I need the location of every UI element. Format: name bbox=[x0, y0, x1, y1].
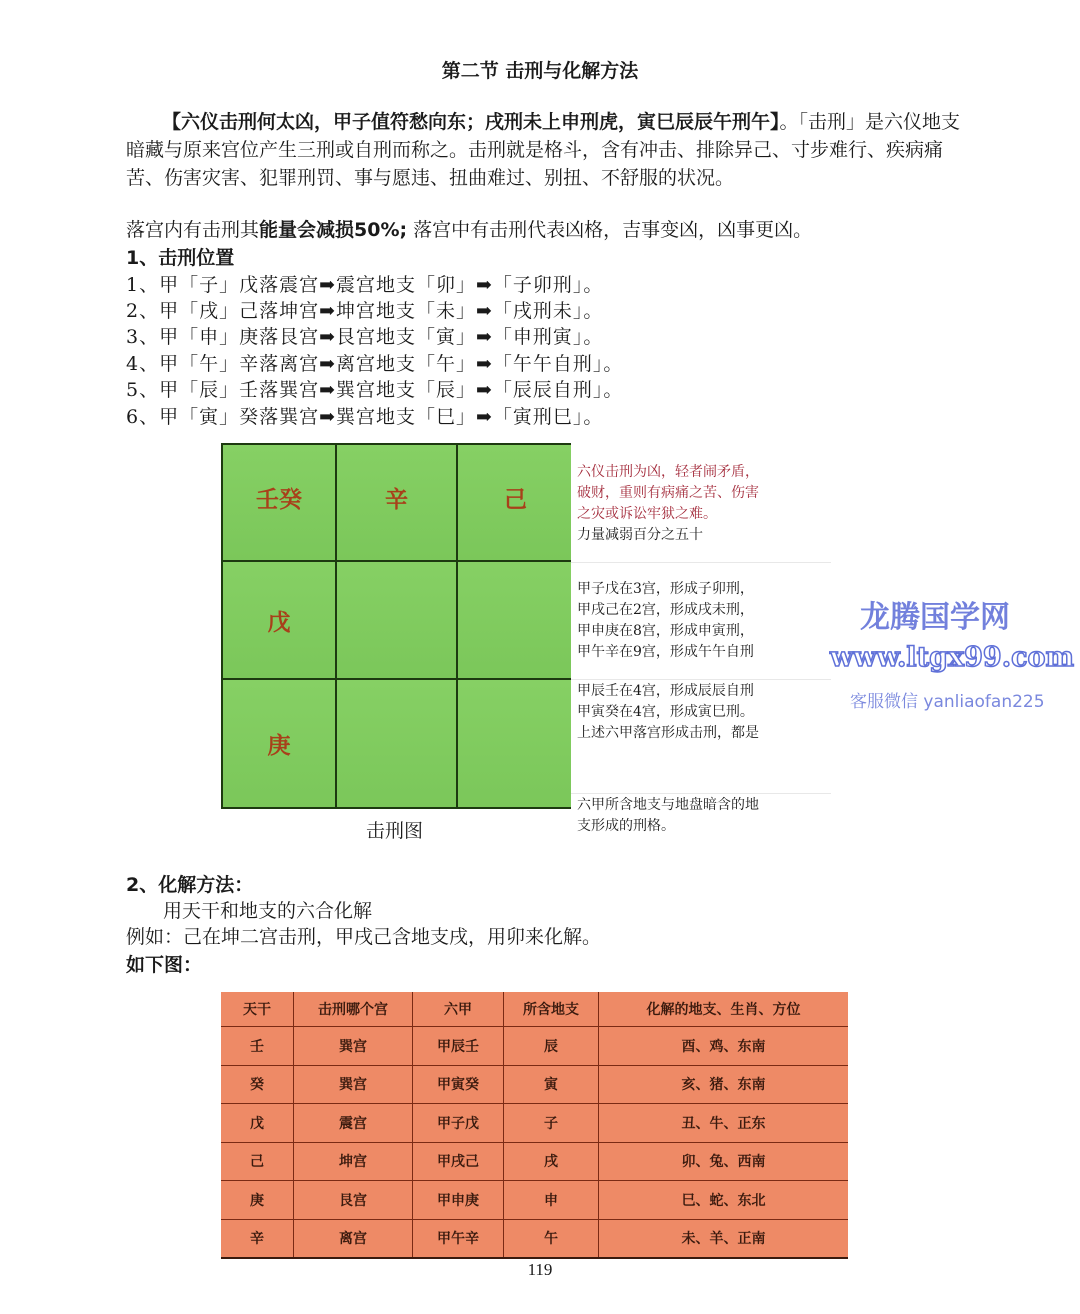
grid-caption: 击刑图 bbox=[366, 820, 424, 842]
table-cell: 壬 bbox=[221, 1027, 294, 1066]
list-item: 4、甲「午」辛落离宫➡离宫地支「午」➡「午午自刑」。 bbox=[126, 353, 624, 375]
table-cell: 甲午辛 bbox=[413, 1219, 504, 1258]
table-row bbox=[221, 1027, 848, 1066]
table-cell: 子 bbox=[504, 1104, 599, 1143]
list-item: 6、甲「寅」癸落巽宫➡巽宫地支「巳」➡「寅刑巳」。 bbox=[126, 406, 604, 428]
table-cell: 申 bbox=[504, 1181, 599, 1220]
grid-cell-li bbox=[337, 445, 458, 562]
energy-line bbox=[126, 215, 812, 242]
watermark-contact: 客服微信 yanliaofan225 bbox=[850, 692, 1045, 712]
cell-label: 己 bbox=[504, 486, 527, 513]
col-header: 击刑哪个宫 bbox=[294, 992, 413, 1027]
col-header: 六甲 bbox=[413, 992, 504, 1027]
section-title: 第二节 击刑与化解方法 bbox=[441, 60, 639, 82]
note-line: 力量减弱百分之五十 bbox=[577, 527, 703, 543]
col-header: 天干 bbox=[221, 992, 294, 1027]
intro-paragraph bbox=[126, 108, 961, 192]
table-cell: 戊 bbox=[221, 1104, 294, 1143]
note-line: 甲申庚在8宫，形成申寅刑， bbox=[577, 623, 754, 639]
table-row bbox=[221, 1142, 848, 1181]
table-row bbox=[221, 1219, 848, 1258]
note-divider bbox=[571, 679, 831, 680]
note-divider bbox=[571, 793, 831, 794]
section2-heading: 2、化解方法： bbox=[126, 874, 254, 896]
table-cell: 酉、鸡、东南 bbox=[599, 1027, 849, 1066]
note-line: 六甲所含地支与地盘暗含的地 bbox=[577, 797, 759, 813]
table-cell: 艮宫 bbox=[294, 1181, 413, 1220]
cell-label: 壬癸 bbox=[256, 486, 302, 513]
table-cell: 甲寅癸 bbox=[413, 1065, 504, 1104]
table-cell: 辛 bbox=[221, 1219, 294, 1258]
note-line: 甲寅癸在4宫，形成寅巳刑。 bbox=[577, 704, 754, 720]
resolution-table bbox=[221, 992, 848, 1259]
cell-label: 辛 bbox=[385, 486, 408, 513]
col-header: 化解的地支、生肖、方位 bbox=[599, 992, 849, 1027]
section2-line3: 如下图： bbox=[126, 954, 203, 976]
table-cell: 坤宫 bbox=[294, 1142, 413, 1181]
table-cell: 巽宫 bbox=[294, 1065, 413, 1104]
grid-cell-gen bbox=[223, 680, 337, 807]
grid-cell-center bbox=[337, 562, 458, 680]
section2-line2: 例如：己在坤二宫击刑，甲戌己含地支戌，用卯来化解。 bbox=[126, 926, 602, 948]
grid-cell-xun bbox=[223, 445, 337, 562]
table-cell: 震宫 bbox=[294, 1104, 413, 1143]
list-item: 2、甲「戌」己落坤宫➡坤宫地支「未」➡「戌刑未」。 bbox=[126, 300, 604, 322]
table-cell: 癸 bbox=[221, 1065, 294, 1104]
watermark-url: www.ltgx99.com bbox=[830, 642, 1075, 673]
note-line: 上述六甲落宫形成击刑，都是 bbox=[577, 725, 759, 741]
col-header: 所含地支 bbox=[504, 992, 599, 1027]
table-cell: 寅 bbox=[504, 1065, 599, 1104]
table-cell: 丑、牛、正东 bbox=[599, 1104, 849, 1143]
note-line: 甲戌己在2宫，形成戌未刑， bbox=[577, 602, 754, 618]
note-line: 甲辰壬在4宫，形成辰辰自刑 bbox=[577, 683, 754, 699]
grid-cell-zhen bbox=[223, 562, 337, 680]
table-cell: 亥、猪、东南 bbox=[599, 1065, 849, 1104]
watermark-name: 龙腾国学网 bbox=[860, 600, 1010, 635]
note-line: 之灾或诉讼牢狱之难。 bbox=[577, 506, 717, 522]
table-cell: 巳、蛇、东北 bbox=[599, 1181, 849, 1220]
table-cell: 未、羊、正南 bbox=[599, 1219, 849, 1258]
table-row bbox=[221, 1104, 848, 1143]
section1-heading: 1、击刑位置 bbox=[126, 247, 235, 269]
table-cell: 戌 bbox=[504, 1142, 599, 1181]
page-number: 119 bbox=[527, 1260, 553, 1279]
list-item: 5、甲「辰」壬落巽宫➡巽宫地支「辰」➡「辰辰自刑」。 bbox=[126, 379, 624, 401]
note-line: 甲子戊在3宫，形成子卯刑， bbox=[577, 581, 754, 597]
cell-label: 戊 bbox=[267, 608, 291, 636]
list-item: 1、甲「子」戊落震宫➡震宫地支「卯」➡「子卯刑」。 bbox=[126, 274, 604, 296]
note-line: 破财，重则有病痛之苦、伤害 bbox=[577, 485, 759, 501]
table-cell: 己 bbox=[221, 1142, 294, 1181]
section2-line1: 用天干和地支的六合化解 bbox=[163, 900, 373, 922]
note-line: 六仪击刑为凶，轻者闹矛盾， bbox=[577, 464, 759, 480]
grid-cell-dui bbox=[458, 562, 573, 680]
table-cell: 甲子戊 bbox=[413, 1104, 504, 1143]
note-line: 甲午辛在9宫，形成午午自刑 bbox=[577, 644, 754, 660]
grid-cell-kan bbox=[337, 680, 458, 807]
table-cell: 离宫 bbox=[294, 1219, 413, 1258]
list-item: 3、甲「申」庚落艮宫➡艮宫地支「寅」➡「申刑寅」。 bbox=[126, 326, 604, 348]
table-row bbox=[221, 1065, 848, 1104]
table-cell: 甲戌己 bbox=[413, 1142, 504, 1181]
intro-verse: 【六仪击刑何太凶，甲子值符愁向东；戌刑未上申刑虎，寅巳辰辰午刑午】 bbox=[162, 111, 780, 133]
table-cell: 甲辰壬 bbox=[413, 1027, 504, 1066]
intro-body: 。「击刑」是六仪地支暗藏与原来宫位产生三刑或自刑而称之。击刑就是格斗，含有冲击、排除异己、寸步难行、疾病痛苦、伤害灾害、犯罪刑罚、事与愿违、扭曲难过、别扭、不舒服的状况。 bbox=[126, 111, 961, 189]
diagram-notes bbox=[571, 443, 841, 841]
energy-prefix: 落宫内有击刑其 bbox=[126, 219, 260, 241]
table-cell: 巽宫 bbox=[294, 1027, 413, 1066]
table-cell: 卯、兔、西南 bbox=[599, 1142, 849, 1181]
energy-suffix: 落宫中有击刑代表凶格，吉事变凶，凶事更凶。 bbox=[407, 219, 813, 241]
grid-cell-kun bbox=[458, 445, 573, 562]
table-cell: 午 bbox=[504, 1219, 599, 1258]
grid-cell-qian bbox=[458, 680, 573, 807]
note-divider bbox=[571, 562, 831, 563]
table-row bbox=[221, 1181, 848, 1220]
energy-bold: 能量会减损50%; bbox=[259, 219, 408, 241]
table-cell: 辰 bbox=[504, 1027, 599, 1066]
table-header-row bbox=[221, 992, 848, 1027]
cell-label: 庚 bbox=[267, 732, 291, 759]
note-line: 支形成的刑格。 bbox=[577, 818, 675, 834]
table-cell: 甲申庚 bbox=[413, 1181, 504, 1220]
jixing-grid-diagram bbox=[221, 443, 575, 809]
table-cell: 庚 bbox=[221, 1181, 294, 1220]
